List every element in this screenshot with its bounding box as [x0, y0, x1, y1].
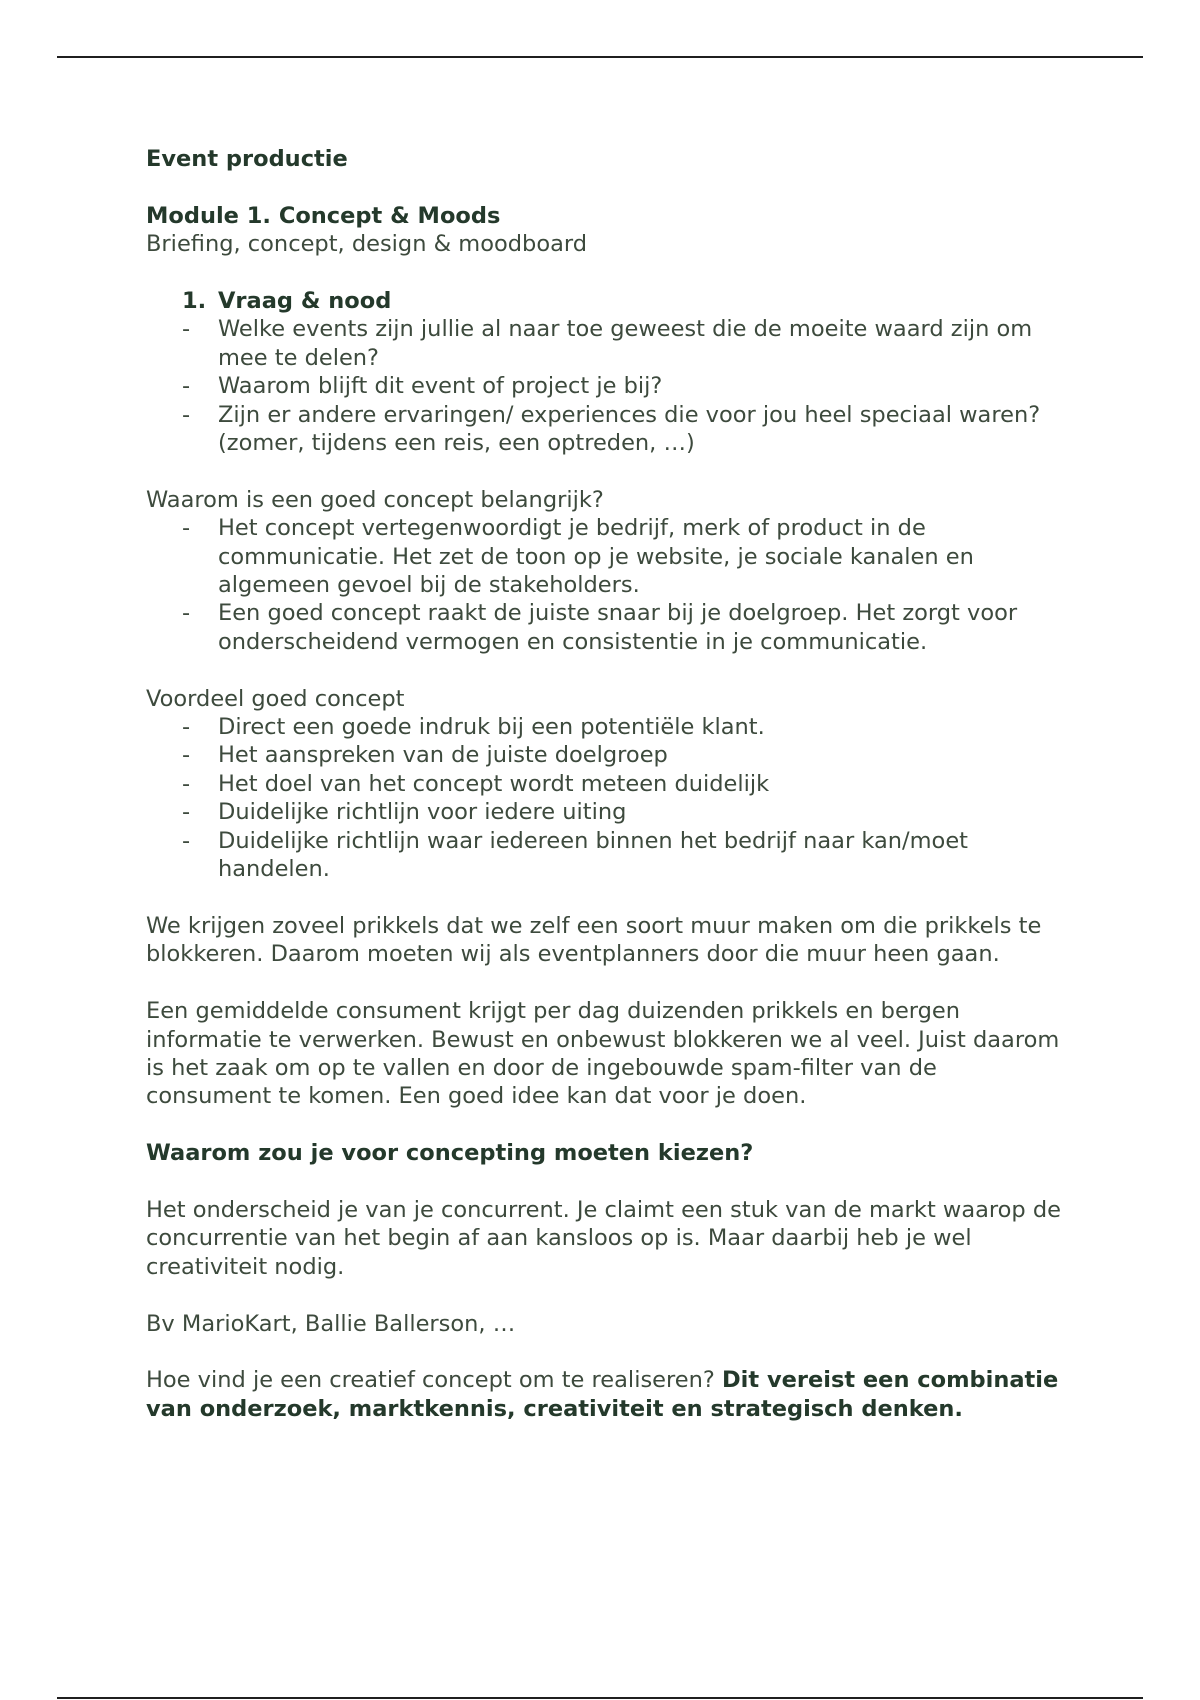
- spacer: [146, 1281, 1066, 1309]
- spacer: [146, 259, 1066, 287]
- module-subtitle: Briefing, concept, design & moodboard: [146, 231, 588, 258]
- spacer: [146, 884, 1066, 912]
- final-answer: Dit vereist een combinatie van onderzoek, marktkennis, creativiteit en strategisch denken.: [146, 1367, 1059, 1422]
- paragraph-wall: We krijgen zoveel prikkels dat we zelf een soort muur maken om die prikkels te blokkeren. Daarom moeten wij als eventplanners door die muur heen gaan.: [146, 912, 1042, 968]
- paragraph-competitor: Het onderscheid je van je concurrent. Je claimt een stuk van de markt waarop de concurrentie van het begin af aan kansloos op is. Maar daarbij heb je wel creativiteit nodig.: [146, 1196, 1061, 1280]
- list-item: - Welke events zijn jullie al naar toe geweest die de moeite waard zijn om mee te delen?: [146, 315, 1066, 372]
- why-concept-list: [146, 514, 1066, 656]
- bottom-rule: [57, 1697, 1143, 1699]
- list-item: - Het doel van het concept wordt meteen duidelijk: [146, 770, 1066, 798]
- list-item: - Zijn er andere ervaringen/ experiences die voor jou heel speciaal waren? (zomer, tijdens een reis, een optreden, …): [146, 401, 1066, 458]
- list-item: - Het concept vertegenwoordigt je bedrijf, merk of product in de communicatie. Het zet de toon op je website, je sociale kanalen en algemeen gevoel bij de stakeholders.: [146, 514, 1066, 599]
- paragraph-consumer: Een gemiddelde consument krijgt per dag duizenden prikkels en bergen informatie te verwerken. Bewust en onbewust blokkeren we al veel. Juist daarom is het zaak om op te vallen en door de ingebouwde spam-filter van de consument te komen. Een goed idee kan dat voor je doen.: [146, 998, 1060, 1110]
- spacer: [146, 1111, 1066, 1139]
- spacer: [146, 457, 1066, 485]
- list-item: - Direct een goede indruk bij een potentiële klant.: [146, 713, 1066, 741]
- final-paragraph: [146, 1366, 1066, 1423]
- why-concept-heading: Waarom is een goed concept belangrijk?: [146, 486, 604, 513]
- section-heading-vraag-nood: [146, 287, 1066, 315]
- document-title: Event productie: [146, 146, 348, 172]
- list-item: - Duidelijke richtlijn waar iedereen binnen het bedrijf naar kan/moet handelen.: [146, 827, 1066, 884]
- questions-list: [146, 315, 1066, 457]
- spacer: [146, 656, 1066, 684]
- module-heading: Module 1. Concept & Moods: [146, 202, 501, 229]
- advantage-heading: Voordeel goed concept: [146, 685, 405, 712]
- top-rule: [57, 56, 1143, 58]
- list-item: - Waarom blijft dit event of project je bij?: [146, 372, 1066, 400]
- final-question: Hoe vind je een creatief concept om te realiseren?: [146, 1367, 715, 1394]
- why-concepting-heading: Waarom zou je voor concepting moeten kiezen?: [146, 1140, 754, 1167]
- paragraph-examples: Bv MarioKart, Ballie Ballerson, …: [146, 1310, 516, 1337]
- advantage-list: [146, 713, 1066, 883]
- spacer: [146, 173, 1066, 201]
- spacer: [146, 1168, 1066, 1196]
- spacer: [146, 1338, 1066, 1366]
- list-item: - Een goed concept raakt de juiste snaar bij je doelgroep. Het zorgt voor onderscheidend vermogen en consistentie in je communicatie.: [146, 599, 1066, 656]
- section-number: 1.: [182, 288, 207, 314]
- document-body: [146, 145, 1066, 1423]
- list-item: - Het aanspreken van de juiste doelgroep: [146, 741, 1066, 769]
- list-item: - Duidelijke richtlijn voor iedere uiting: [146, 798, 1066, 826]
- spacer: [146, 969, 1066, 997]
- section-heading-text: Vraag & nood: [218, 288, 392, 314]
